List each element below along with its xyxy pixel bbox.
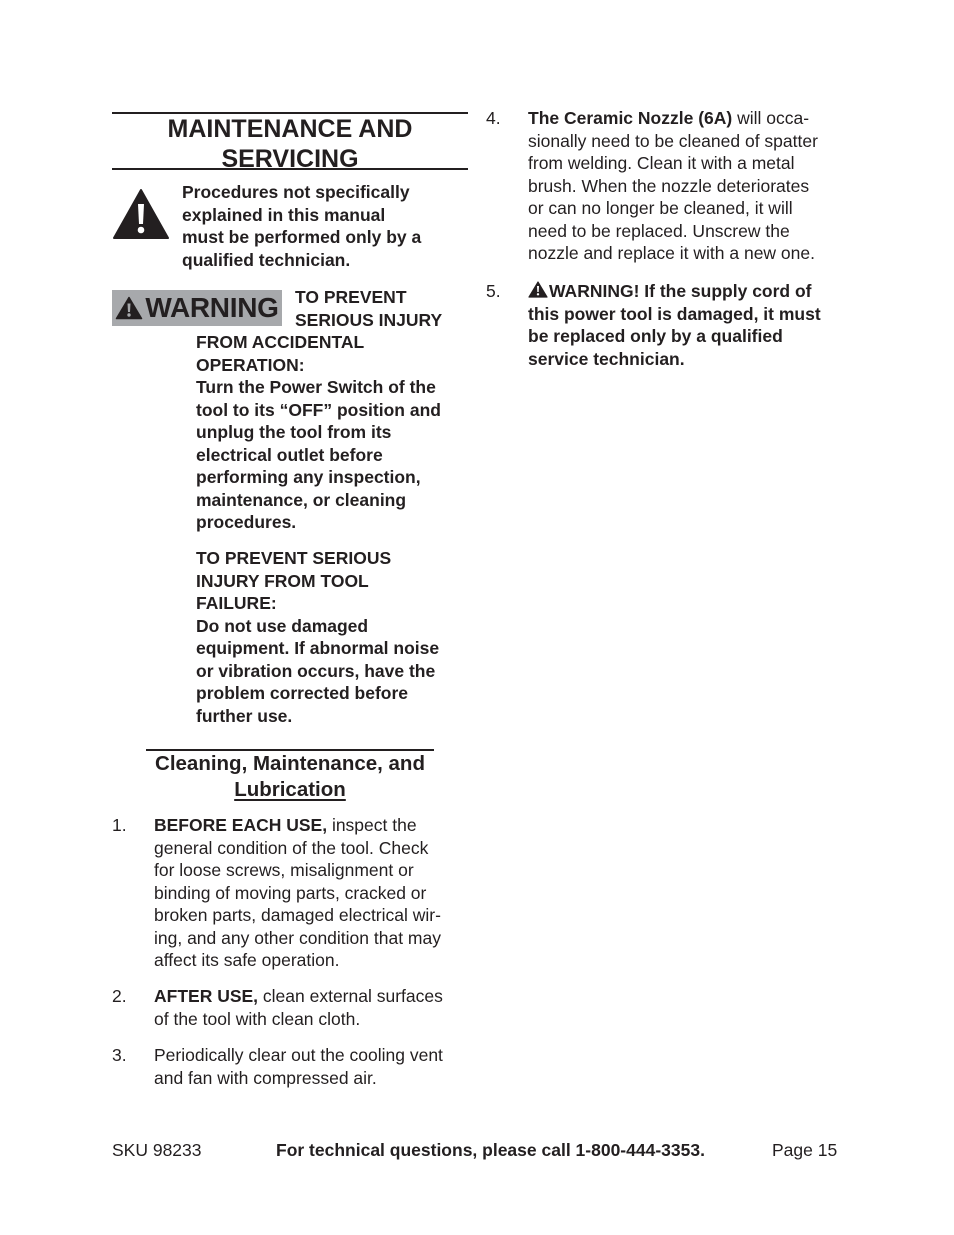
warning-triangle-icon [115, 296, 143, 320]
subsection-heading-line-2: Lubrication [234, 778, 346, 801]
list-item-text: AFTER USE, clean external surfaces of the tool with clean cloth. [154, 986, 443, 1029]
list-item-number: 2. [112, 986, 127, 1006]
list-item-number: 3. [112, 1045, 127, 1065]
list-item-text: Periodically clear out the cooling vent and fan with compressed air. [154, 1045, 443, 1088]
warning-triangle-icon [528, 281, 548, 298]
caution-note: Procedures not specifically explained in this manual must be performed only by a qualified technician. [182, 182, 422, 270]
list-item-number: 4. [486, 108, 501, 128]
footer-page-number: Page 15 [772, 1140, 838, 1160]
list-item-number: 1. [112, 815, 127, 835]
warning-2-body: TO PREVENT SERIOUS INJURY FROM TOOL FAILURE: Do not use damaged equipment. If abnormal noise or vibration occurs, have the problem corrected before further use. [196, 548, 440, 726]
section-title [112, 112, 468, 173]
warning-badge [112, 290, 282, 326]
caution-triangle-icon [112, 188, 170, 240]
warning-1-heading: TO PREVENT SERIOUS INJURY [295, 287, 443, 330]
list-item-number: 5. [486, 281, 501, 301]
warning-badge-label: WARNING [145, 292, 279, 323]
warning-1-body: FROM ACCIDENTAL OPERATION: Turn the Power Switch of the tool to its “OFF” position and unplug the tool from its electrical outlet before performing any inspection, maintenance, or cleaning procedures. [196, 332, 441, 532]
footer-sku: SKU 98233 [112, 1140, 202, 1160]
subsection-heading-line-1: Cleaning, Maintenance, and [155, 752, 425, 775]
subsection-heading [146, 749, 434, 803]
section-title-line-1: MAINTENANCE AND [167, 115, 413, 143]
list-item-text: The Ceramic Nozzle (6A) will occa- sionally need to be cleaned of spatter from welding. Clean it with a metal brush. When the nozzle deteriorates or can no longer be cleaned, it will need to be replaced. Unscrew the nozzle and replace it with a new one. [528, 108, 818, 263]
list-item-text: WARNING! If the supply cord of this power tool is damaged, it must be replaced only by a qualified service technician. [528, 281, 821, 369]
section-title-line-2: SERVICING [221, 145, 359, 173]
list-item-text: BEFORE EACH USE, inspect the general condition of the tool. Check for loose screws, misalignment or binding of moving parts, cracked or broken parts, damaged electrical wir- ing, and any other condition that may affect its safe operation. [154, 815, 441, 970]
footer-support-line: For technical questions, please call 1-800-444-3353. [276, 1140, 705, 1160]
